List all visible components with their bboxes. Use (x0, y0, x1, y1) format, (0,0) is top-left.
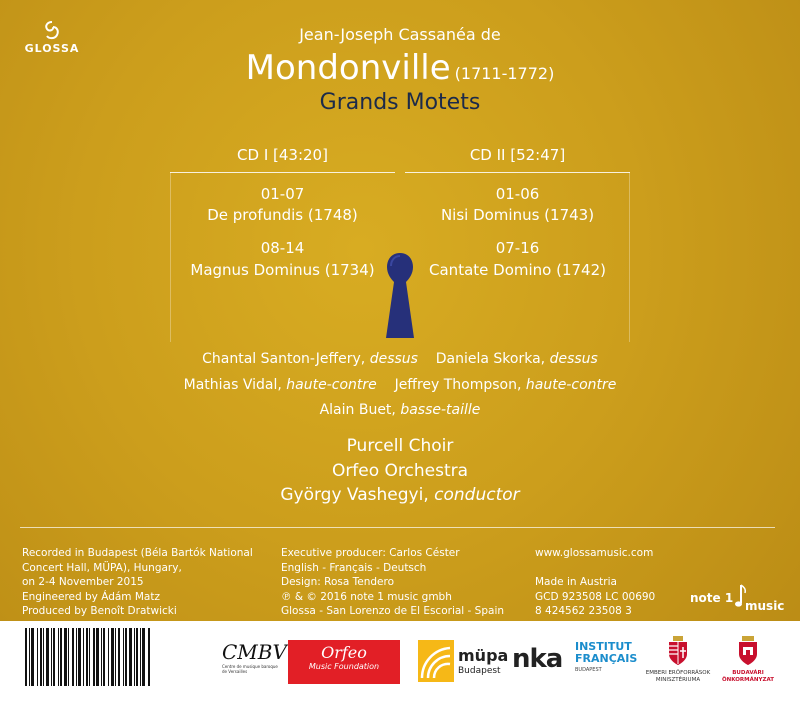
cd1-track1-range: 01-07 (260, 185, 305, 203)
institut-line-1: INSTITUT (575, 640, 632, 653)
nka-logo: nka (512, 644, 563, 674)
production-line-1: Executive producer: Carlos Céster (281, 547, 460, 559)
recording-line-2: Concert Hall, MÜPA), Hungary, (22, 561, 182, 574)
institut-line-3: BUDAPEST (575, 667, 602, 673)
soloist-2-role: dessus (549, 351, 598, 367)
soloist-4-role: haute-contre (525, 377, 617, 393)
budavar-line-1: BUDAVÁRI (732, 670, 764, 676)
catalog-info (535, 575, 705, 619)
cd1-track2-range: 08-14 (260, 239, 305, 257)
catalog-number: GCD 923508 LC 00690 (535, 590, 656, 603)
cmbv-mark: CMBV (222, 640, 287, 664)
cd2-track2-range: 07-16 (495, 239, 540, 257)
choir: Purcell Choir (346, 436, 454, 456)
ean-number: 8 424562 23508 3 (535, 605, 632, 617)
orfeo-mark: Orfeo (321, 643, 367, 662)
composer-prefix: Jean-Joseph Cassanéa de (299, 25, 501, 44)
note1-logo-right: music (745, 599, 785, 613)
soloist-5-role: basse-taille (400, 402, 481, 418)
mupa-logo (418, 640, 509, 682)
cmbv-sub: Centre de musique baroque de Versailles (222, 664, 278, 674)
soloists-line-3 (0, 402, 800, 418)
composer-line (0, 48, 800, 88)
budavar-line-2: ÖNKORMÁNYZAT (721, 677, 775, 683)
production-line-2: English - Français - Deutsch (281, 561, 427, 574)
emmi-line-2: MINISZTÉRIUMA (655, 677, 701, 683)
recording-line-4: Engineered by Ádám Matz (22, 590, 160, 603)
orfeo-sub: Music Foundation (308, 662, 380, 671)
soloist-1-role: dessus (369, 351, 418, 367)
recording-line-1: Recorded in Budapest (Béla Bartók National (22, 547, 253, 559)
institut-line-2: FRANÇAIS (575, 652, 638, 665)
conductor-name: György Vashegyi, (280, 485, 429, 505)
production-line-4: ℗ & © 2016 note 1 music gmbh (281, 590, 452, 603)
cd1-track1-work: De profundis (1748) (207, 206, 358, 224)
soloists-line-2 (0, 377, 800, 393)
production-line-3: Design: Rosa Tendero (281, 576, 394, 588)
mupa-mark: müpa (458, 646, 509, 665)
cd2-track2-work: Cantate Domino (1742) (429, 261, 606, 279)
glossa-logo-text: GLOSSA (24, 42, 80, 55)
cd2-track1-work: Nisi Dominus (1743) (440, 206, 595, 224)
barcode (25, 628, 195, 686)
website[interactable]: www.glossamusic.com (535, 547, 654, 559)
recording-line-3: on 2-4 November 2015 (22, 576, 144, 588)
cd2-heading: CD II [52:47] (469, 146, 566, 164)
emmi-line-1: EMBERI ERŐFORRÁSOK (645, 670, 711, 676)
cd1-heading: CD I [43:20] (237, 146, 328, 164)
production-line-5: Glossa - San Lorenzo de El Escorial - Spain (281, 605, 505, 617)
composer-dates: (1711-1772) (454, 64, 555, 83)
soloist-1-name: Chantal Santon-Jeffery, (202, 351, 366, 367)
mupa-sub: Budapest (458, 666, 501, 676)
soloist-5-name: Alain Buet, (319, 402, 396, 418)
note1-logo-left: note 1 (690, 591, 734, 605)
cd1-track2-work: Magnus Dominus (1734) (190, 261, 375, 279)
soloist-3-name: Mathias Vidal, (183, 377, 282, 393)
budavar-logo (716, 636, 780, 706)
mupa-shape-icon (418, 640, 454, 682)
institut-francais-logo (575, 641, 645, 673)
soloist-2-name: Daniela Skorka, (435, 351, 546, 367)
production-credits (281, 546, 521, 619)
cd2-track1-range: 01-06 (495, 185, 540, 203)
cd2-rule (405, 172, 630, 173)
orchestra: Orfeo Orchestra (331, 461, 469, 481)
cmbv-logo (222, 640, 287, 690)
note1-logo (690, 583, 785, 617)
hungarian-coat-of-arms-icon (667, 636, 689, 666)
recording-line-5: Produced by Benoît Dratwicki (22, 605, 177, 617)
composer-name: Mondonville (245, 48, 451, 88)
cd1-rule (170, 172, 395, 173)
soloist-4-name: Jeffrey Thompson, (394, 377, 522, 393)
orfeo-logo (288, 640, 400, 684)
recording-credits (22, 546, 272, 619)
conductor-line (0, 485, 800, 505)
made-in: Made in Austria (535, 576, 617, 588)
conductor-role: conductor (434, 485, 520, 505)
emmi-logo (638, 636, 718, 706)
soloist-3-role: haute-contre (286, 377, 377, 393)
soloists-line-1 (0, 351, 800, 367)
credits-divider (20, 527, 775, 528)
keyhole-icon (385, 252, 415, 340)
work-title: Grands Motets (319, 90, 481, 115)
budavar-crest-icon (737, 636, 759, 666)
